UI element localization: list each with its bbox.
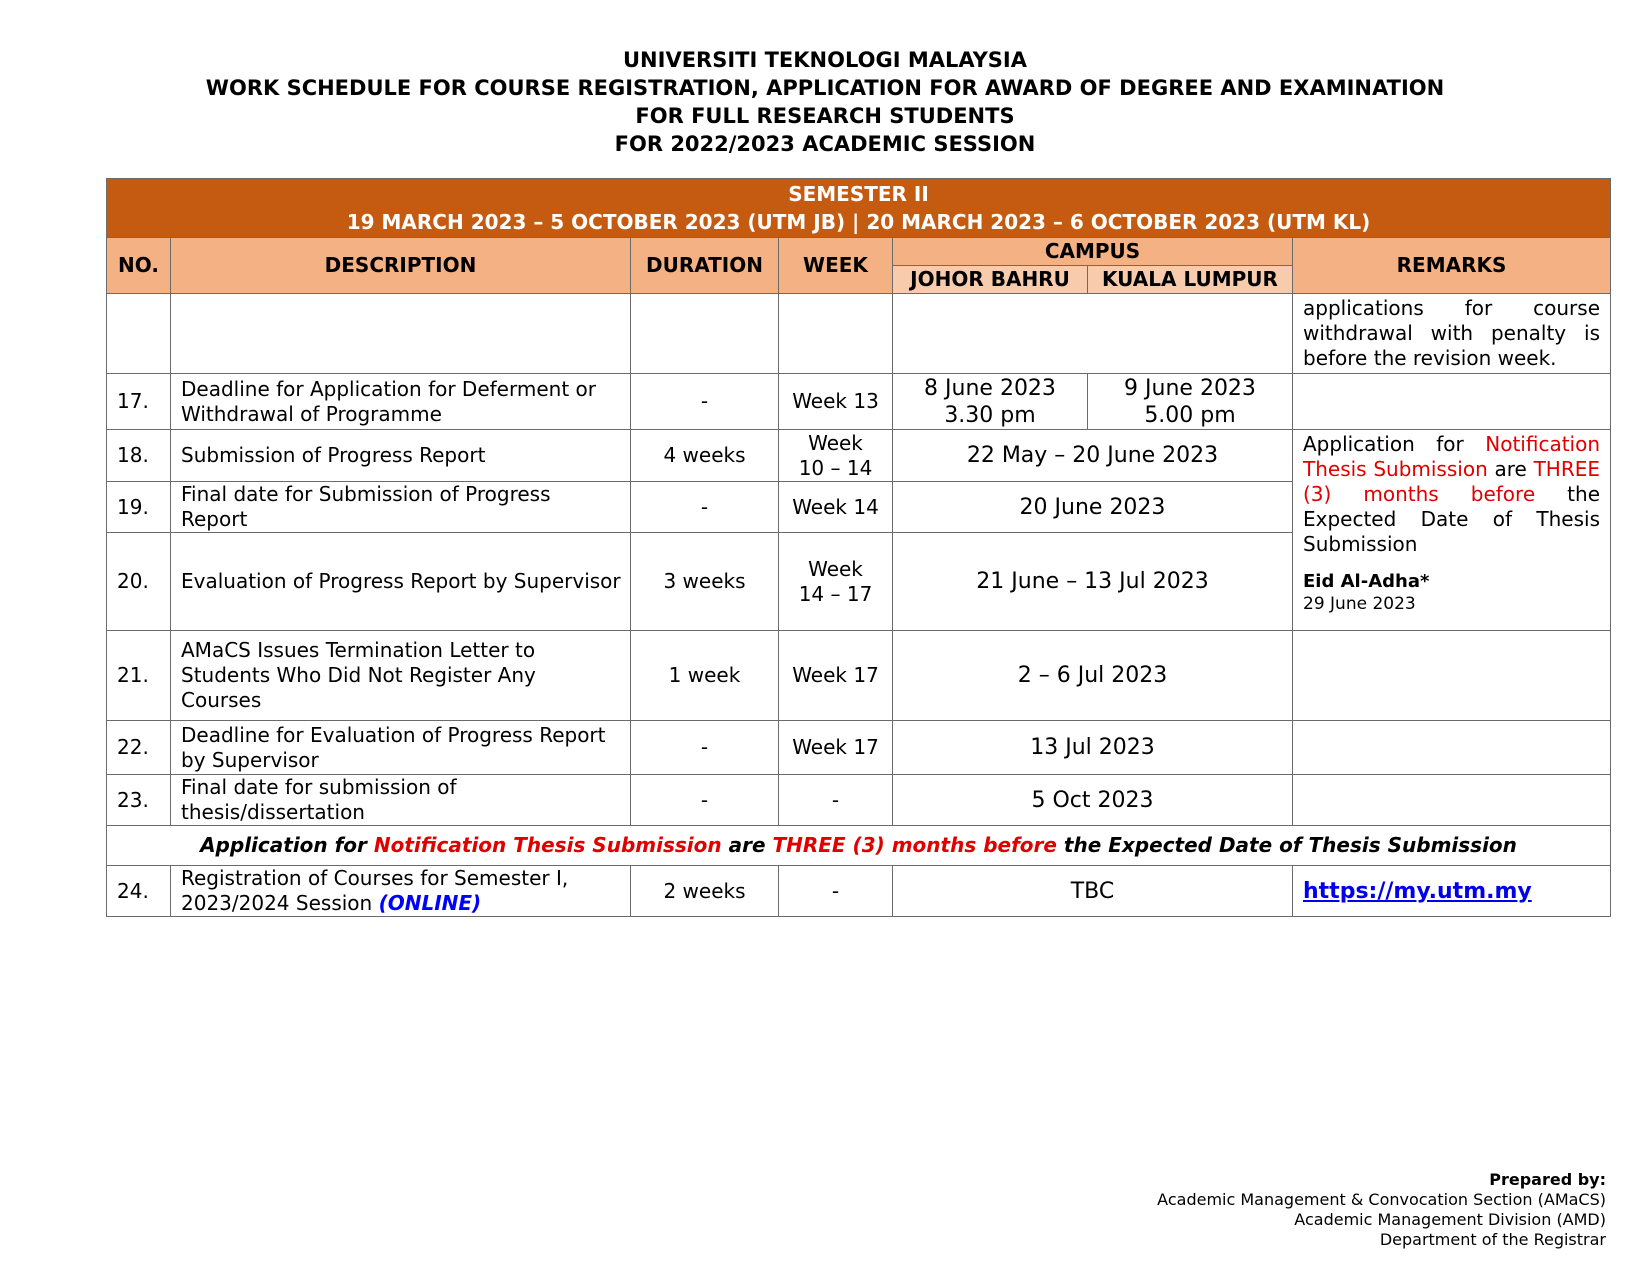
row-duration: - — [631, 721, 779, 775]
col-header-johor-bahru: JOHOR BAHRU — [893, 266, 1088, 294]
holiday-date: 29 June 2023 — [1303, 594, 1416, 614]
university-name: UNIVERSITI TEKNOLOGI MALAYSIA — [623, 48, 1027, 72]
prepared-by-department: Department of the Registrar — [1379, 1230, 1606, 1249]
thesis-submission-notice: Application for Notification Thesis Submission are THREE (3) months before the Expected Date of Thesis Submission — [107, 826, 1611, 866]
row-description: Final date for Submission of Progress Report — [171, 482, 631, 533]
holiday-title: Eid Al-Adha* — [1303, 571, 1430, 592]
row-week: Week 10 – 14 — [779, 430, 893, 482]
row-number: 18. — [107, 430, 171, 482]
row-date: 13 Jul 2023 — [893, 721, 1293, 775]
row-remarks — [1293, 631, 1611, 721]
row-date-kl: 9 June 2023 5.00 pm — [1088, 374, 1293, 430]
table-row — [107, 775, 1611, 826]
student-category: FOR FULL RESEARCH STUDENTS — [635, 104, 1015, 128]
row-duration: 2 weeks — [631, 866, 779, 917]
col-header-description: DESCRIPTION — [171, 238, 631, 294]
row-week: Week 14 — [779, 482, 893, 533]
col-header-remarks: REMARKS — [1293, 238, 1611, 294]
row-number: 23. — [107, 775, 171, 826]
row-date-johor: 8 June 2023 3.30 pm — [893, 374, 1088, 430]
col-header-week: WEEK — [779, 238, 893, 294]
row-date: TBC — [893, 866, 1293, 917]
remark-continuation: applications for course withdrawal with penalty is before the revision week. — [1293, 294, 1611, 374]
row-date: 5 Oct 2023 — [893, 775, 1293, 826]
online-label: (ONLINE) — [378, 891, 482, 915]
row-number: 21. — [107, 631, 171, 721]
schedule-title: WORK SCHEDULE FOR COURSE REGISTRATION, APPLICATION FOR AWARD OF DEGREE AND EXAMINATION — [205, 76, 1445, 100]
table-row — [107, 430, 1611, 482]
academic-session: FOR 2022/2023 ACADEMIC SESSION — [614, 132, 1036, 156]
table-row — [107, 721, 1611, 775]
table-row — [107, 294, 1611, 374]
row-remarks — [1293, 775, 1611, 826]
prepared-by-section: Academic Management & Convocation Section (AMaCS) — [1157, 1190, 1606, 1209]
row-week: Week 17 — [779, 721, 893, 775]
row-description: Final date for submission of thesis/dissertation — [171, 775, 631, 826]
row-week: Week 13 — [779, 374, 893, 430]
row-duration: 1 week — [631, 631, 779, 721]
remark-thesis-notice: Application for Notification Thesis Submission are THREE (3) months before the Expected Date of Thesis Submission Eid Al-Adha* 29 June 2023 — [1293, 430, 1611, 631]
table-row — [107, 374, 1611, 430]
row-description: Evaluation of Progress Report by Supervisor — [171, 533, 631, 631]
col-header-campus: CAMPUS — [893, 238, 1293, 266]
row-remarks — [1293, 721, 1611, 775]
row-date: 22 May – 20 June 2023 — [893, 430, 1293, 482]
row-number: 20. — [107, 533, 171, 631]
row-number: 19. — [107, 482, 171, 533]
col-header-duration: DURATION — [631, 238, 779, 294]
row-description: AMaCS Issues Termination Letter to Students Who Did Not Register Any Courses — [171, 631, 631, 721]
row-date: 21 June – 13 Jul 2023 — [893, 533, 1293, 631]
row-date: 20 June 2023 — [893, 482, 1293, 533]
semester-band — [107, 179, 1611, 238]
row-number: 24. — [107, 866, 171, 917]
document-title — [0, 46, 1650, 158]
row-week: - — [779, 775, 893, 826]
row-remarks — [1293, 866, 1611, 917]
row-date: 2 – 6 Jul 2023 — [893, 631, 1293, 721]
col-header-kuala-lumpur: KUALA LUMPUR — [1088, 266, 1293, 294]
row-description: Submission of Progress Report — [171, 430, 631, 482]
prepared-by-division: Academic Management Division (AMD) — [1294, 1210, 1606, 1229]
row-number: 17. — [107, 374, 171, 430]
row-description: Deadline for Application for Deferment or Withdrawal of Programme — [171, 374, 631, 430]
row-duration: - — [631, 374, 779, 430]
row-description: Deadline for Evaluation of Progress Report by Supervisor — [171, 721, 631, 775]
col-header-no: NO. — [107, 238, 171, 294]
row-duration: 4 weeks — [631, 430, 779, 482]
row-duration: 3 weeks — [631, 533, 779, 631]
row-duration: - — [631, 775, 779, 826]
row-duration: - — [631, 482, 779, 533]
schedule-table — [106, 178, 1611, 917]
semester-dates: 19 MARCH 2023 – 5 OCTOBER 2023 (UTM JB) | 20 MARCH 2023 – 6 OCTOBER 2023 (UTM KL) — [346, 210, 1371, 234]
prepared-by — [1157, 1170, 1606, 1250]
table-row — [107, 866, 1611, 917]
row-week: Week 14 – 17 — [779, 533, 893, 631]
portal-link[interactable]: https://my.utm.my — [1303, 878, 1532, 904]
prepared-by-title: Prepared by: — [1489, 1170, 1606, 1189]
table-row — [107, 631, 1611, 721]
row-number: 22. — [107, 721, 171, 775]
row-week: Week 17 — [779, 631, 893, 721]
row-remarks — [1293, 374, 1611, 430]
row-description: Registration of Courses for Semester I, 2023/2024 Session (ONLINE) — [171, 866, 631, 917]
row-week: - — [779, 866, 893, 917]
semester-title: SEMESTER II — [788, 182, 929, 206]
